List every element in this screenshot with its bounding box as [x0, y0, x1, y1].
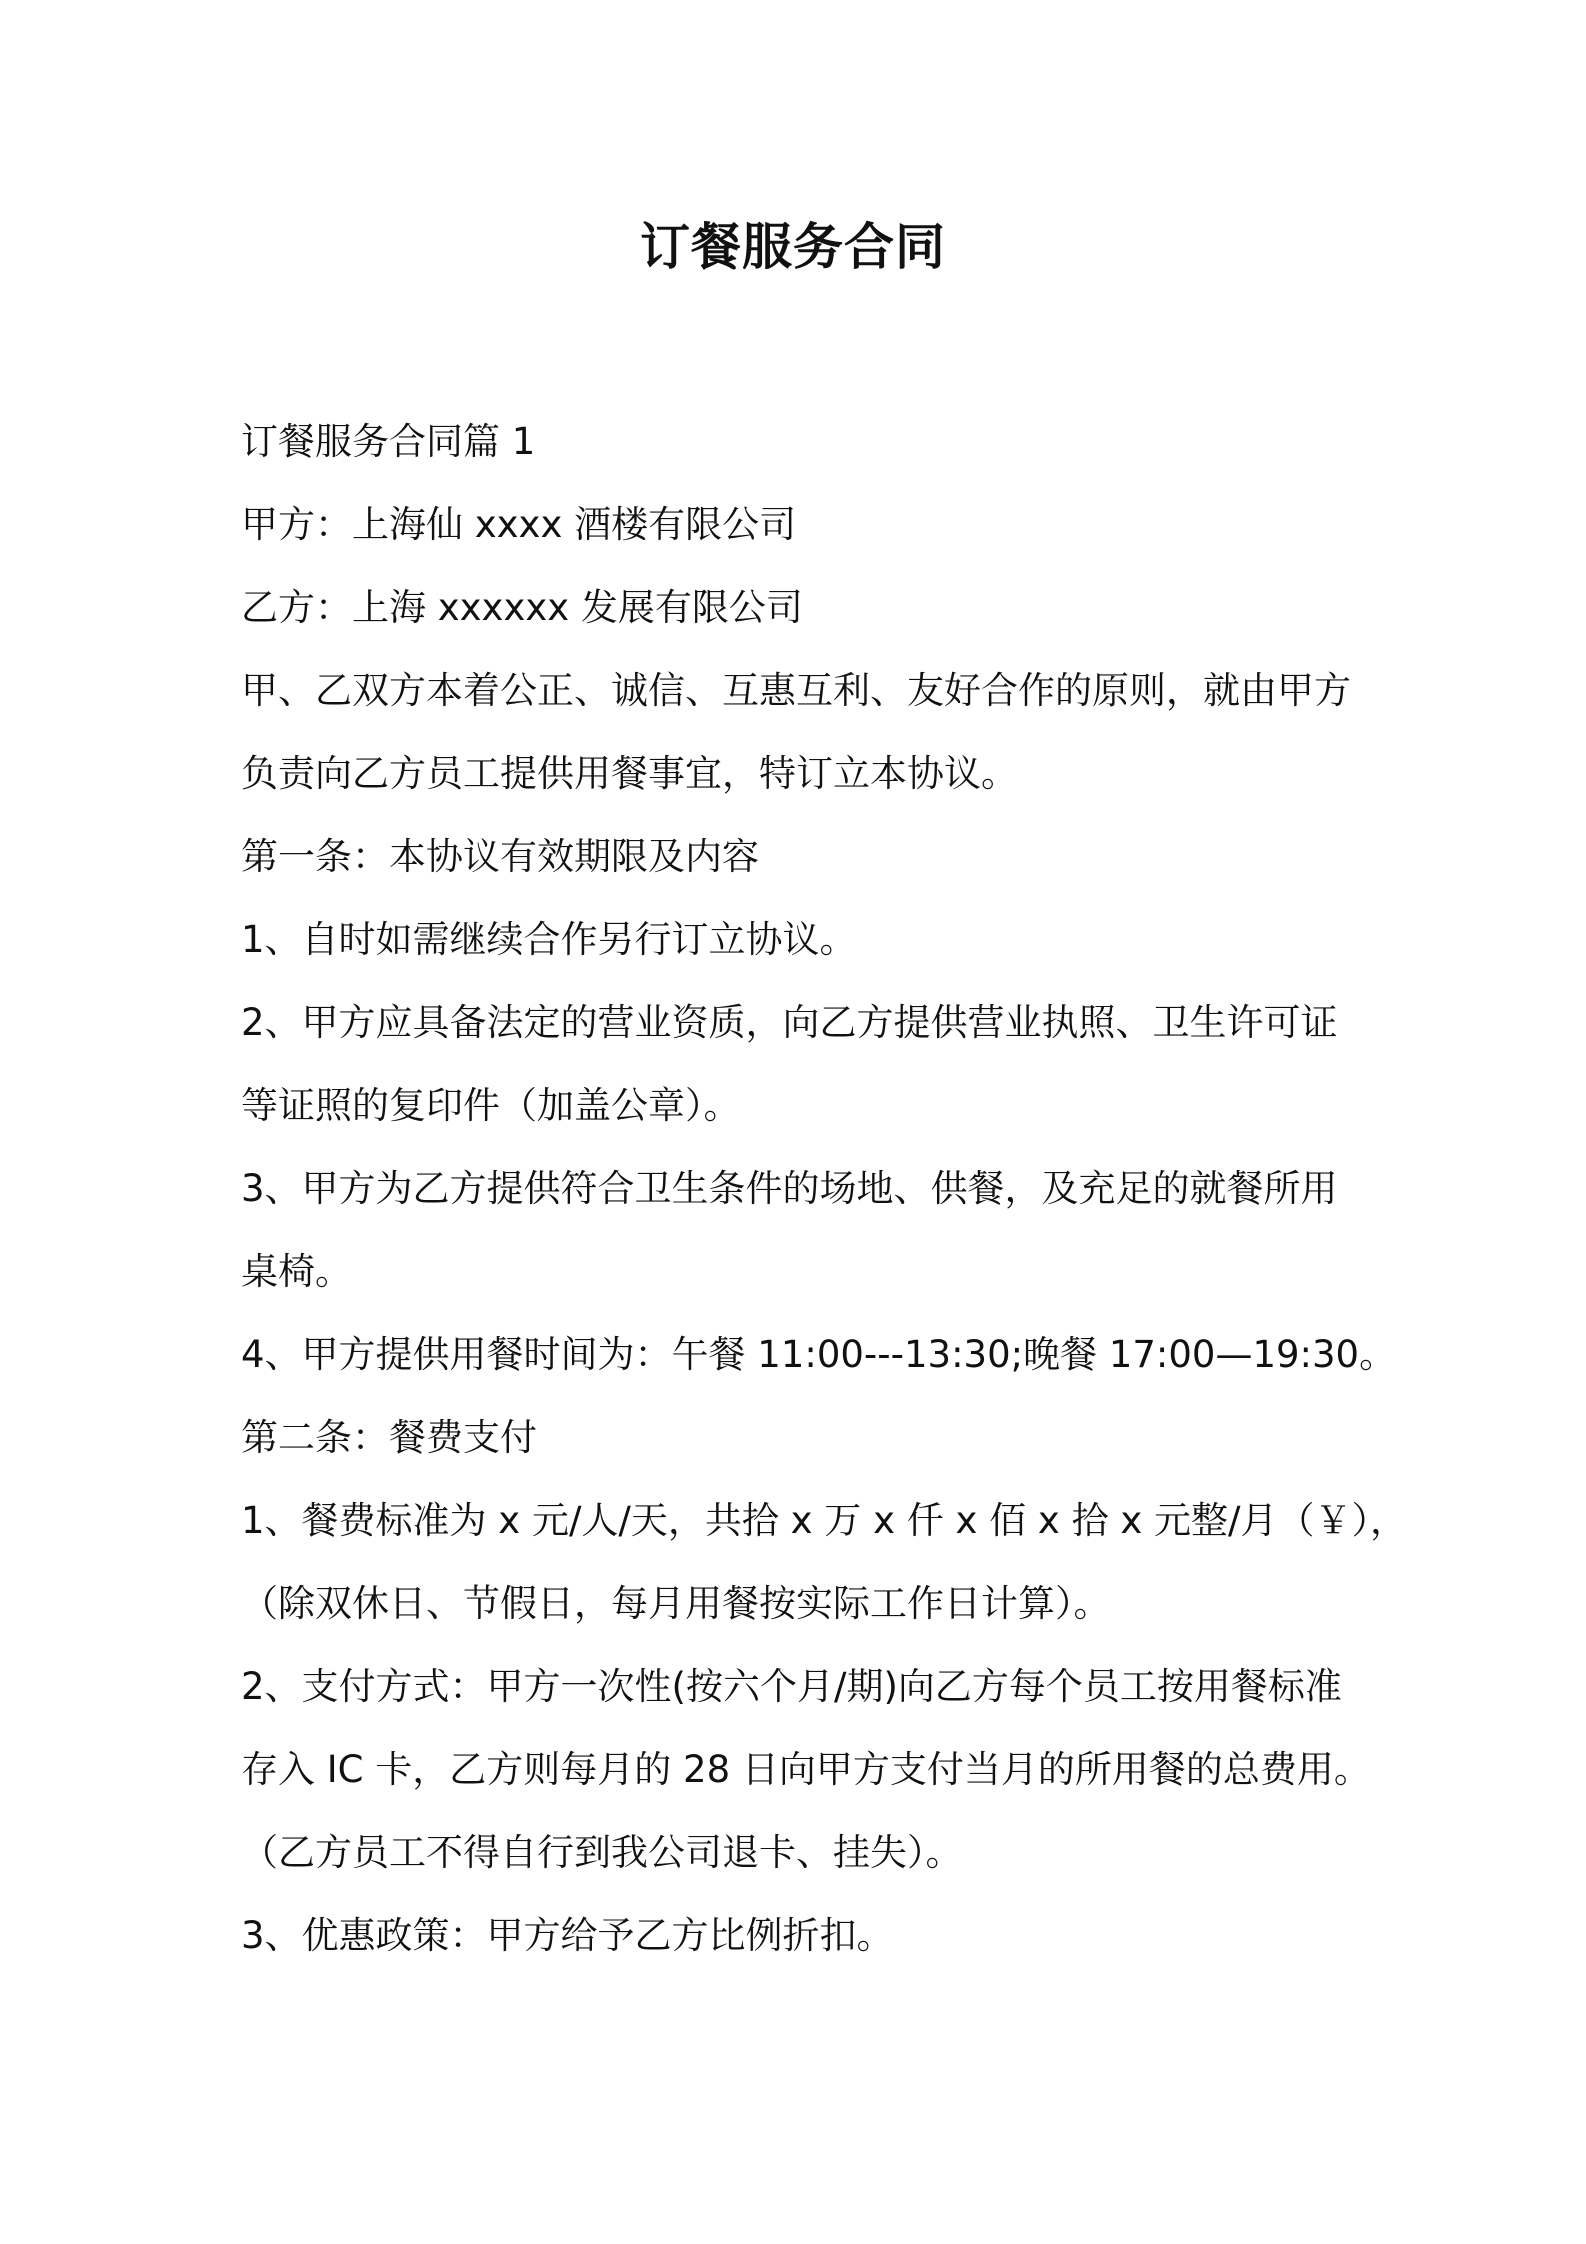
article-heading: 第一条：本协议有效期限及内容 [241, 835, 759, 878]
clause-line: 1、自时如需继续合作另行订立协议。 [241, 918, 857, 961]
document-title: 订餐服务合同 [640, 218, 946, 276]
clause-line: （乙方员工不得自行到我公司退卡、挂失）。 [241, 1831, 963, 1874]
article-heading: 第二条：餐费支付 [241, 1416, 537, 1459]
clause-line: 1、餐费标准为 x 元/人/天，共拾 x 万 x 仟 x 佰 x 拾 x 元整/月（￥）， [241, 1499, 1407, 1542]
paragraph-line: 甲、乙双方本着公正、诚信、互惠互利、友好合作的原则，就由甲方 [241, 669, 1351, 712]
clause-line: 存入 IC 卡，乙方则每月的 28 日向甲方支付当月的所用餐的总费用。 [241, 1748, 1371, 1791]
clause-line: 4、甲方提供用餐时间为：午餐 11:00---13:30;晚餐 17:00—19:30。 [241, 1333, 1397, 1376]
clause-line: 2、甲方应具备法定的营业资质，向乙方提供营业执照、卫生许可证 [241, 1001, 1338, 1044]
party-a-line: 甲方：上海仙 xxxx 酒楼有限公司 [241, 503, 797, 546]
paragraph-line: 负责向乙方员工提供用餐事宜，特订立本协议。 [241, 752, 1018, 795]
section-heading: 订餐服务合同篇 1 [241, 420, 536, 463]
clause-line: 2、支付方式：甲方一次性(按六个月/期)向乙方每个员工按用餐标准 [241, 1665, 1342, 1708]
clause-line: 3、优惠政策：甲方给予乙方比例折扣。 [241, 1914, 894, 1957]
party-b-line: 乙方：上海 xxxxxx 发展有限公司 [241, 586, 803, 629]
clause-line: （除双休日、节假日，每月用餐按实际工作日计算）。 [241, 1582, 1111, 1625]
clause-line: 3、甲方为乙方提供符合卫生条件的场地、供餐，及充足的就餐所用 [241, 1167, 1338, 1210]
document-body [241, 400, 1407, 1977]
clause-line: 等证照的复印件（加盖公章）。 [241, 1084, 741, 1127]
clause-line: 桌椅。 [241, 1250, 352, 1293]
